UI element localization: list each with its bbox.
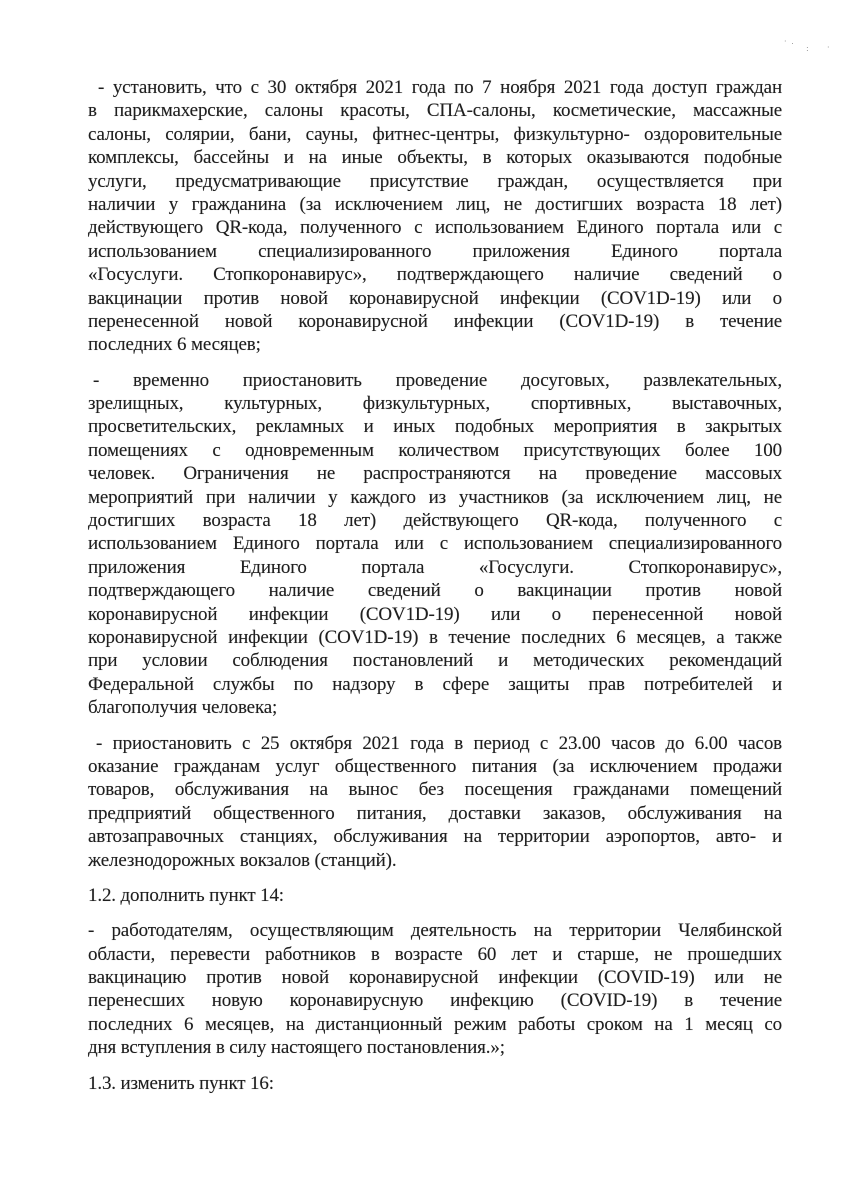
- text-line: использованием специализированного приложения Единого портала: [88, 240, 782, 262]
- text-line: предприятий общественного питания, доставки заказов, обслуживания на: [88, 802, 782, 824]
- text-line: просветительских, рекламных и иных подобных мероприятия в закрытых: [88, 416, 782, 438]
- text-line: автозаправочных станциях, обслуживания на территории аэропортов, авто- и: [88, 826, 782, 848]
- text-line: коронавирусной инфекции (COV1D-19) или о перенесенной новой: [88, 603, 782, 625]
- text-line: - приостановить с 25 октября 2021 года в период с 23.00 часов до 6.00 часов: [96, 732, 782, 754]
- scan-speck: ·: [827, 43, 831, 52]
- text-line: вакцинации против новой коронавирусной инфекции (COV1D-19) или о: [88, 287, 782, 309]
- text-line: мероприятий при наличии у каждого из участников (за исключением лиц, не: [88, 486, 782, 508]
- text-line: достигших возраста 18 лет) действующего QR-кода, полученного с: [88, 510, 782, 532]
- text-line: - установить, что с 30 октября 2021 года по 7 ноября 2021 года доступ граждан: [98, 77, 782, 98]
- clause-1-2-heading: [88, 884, 782, 907]
- clause-1-3-heading: [88, 1072, 782, 1095]
- text-line: последних 6 месяцев, на дистанционный режим работы сроком на 1 месяц со: [88, 1013, 782, 1035]
- text-line: последних 6 месяцев;: [88, 334, 261, 356]
- text-line: коронавирусной инфекции (COV1D-19) в течение последних 6 месяцев, а также: [88, 626, 782, 648]
- text-line: комплексы, бассейны и на иные объекты, в которых оказываются подобные: [88, 147, 782, 169]
- text-line: подтверждающего наличие сведений о вакцинации против новой: [88, 580, 782, 602]
- text-line: при условии соблюдения постановлений и методических рекомендаций: [88, 650, 782, 672]
- text-line: салоны, солярии, бани, сауны, фитнес-центры, физкультурно- оздоровительные: [88, 123, 782, 145]
- text-line: перенесенной новой коронавирусной инфекции (COV1D-19) в течение: [88, 310, 782, 332]
- text-line: зрелищных, культурных, физкультурных, спортивных, выставочных,: [88, 393, 782, 415]
- text-line: Федеральной службы по надзору в сфере защиты прав потребителей и: [88, 673, 782, 695]
- text-line: услуги, предусматривающие присутствие граждан, осуществляется при: [88, 170, 782, 192]
- text-line: использованием Единого портала или с использованием специализированного: [88, 533, 782, 555]
- text-line: человек. Ограничения не распространяются на проведение массовых: [88, 463, 782, 485]
- document-text: [88, 76, 782, 1107]
- paragraph-remote-work: [88, 919, 782, 1059]
- text-line: 1.2. дополнить пункт 14:: [88, 884, 284, 906]
- scan-speck: :: [806, 44, 810, 53]
- paragraph-qr-access: [88, 76, 782, 357]
- text-line: оказание гражданам услуг общественного питания (за исключением продажи: [88, 755, 782, 777]
- text-line: - работодателям, осуществляющим деятельность на территории Челябинской: [88, 920, 782, 942]
- text-line: в парикмахерские, салоны красоты, СПА-салоны, косметические, массажные: [88, 100, 782, 122]
- text-line: приложения Единого портала «Госуслуги. Стопкоронавирус»,: [88, 556, 782, 578]
- text-line: помещениях с одновременным количеством присутствующих более 100: [88, 439, 782, 461]
- text-line: благополучия человека;: [88, 697, 278, 719]
- text-line: перенесших новую коронавирусную инфекцию (COVID-19) в течение: [88, 990, 782, 1012]
- scan-speck: · .: [784, 37, 795, 46]
- text-line: железнодорожных вокзалов (станций).: [88, 849, 397, 871]
- text-line: 1.3. изменить пункт 16:: [88, 1072, 274, 1094]
- text-line: - временно приостановить проведение досуговых, развлекательных,: [93, 369, 782, 391]
- text-line: действующего QR-кода, полученного с использованием Единого портала или с: [88, 217, 782, 239]
- paragraph-catering-suspension: [88, 732, 782, 872]
- paragraph-events-suspension: [88, 369, 782, 720]
- text-line: «Госуслуги. Стопкоронавирус», подтверждающего наличие сведений о: [88, 264, 782, 286]
- text-line: дня вступления в силу настоящего постановления.»;: [88, 1037, 505, 1059]
- text-line: вакцинацию против новой коронавирусной инфекции (COVID-19) или не: [88, 967, 782, 989]
- text-line: товаров, обслуживания на вынос без посещения гражданами помещений: [88, 779, 782, 801]
- text-line: наличии у гражданина (за исключением лиц, не достигших возраста 18 лет): [88, 193, 782, 215]
- text-line: области, перевести работников в возрасте 60 лет и старше, не прошедших: [88, 943, 782, 965]
